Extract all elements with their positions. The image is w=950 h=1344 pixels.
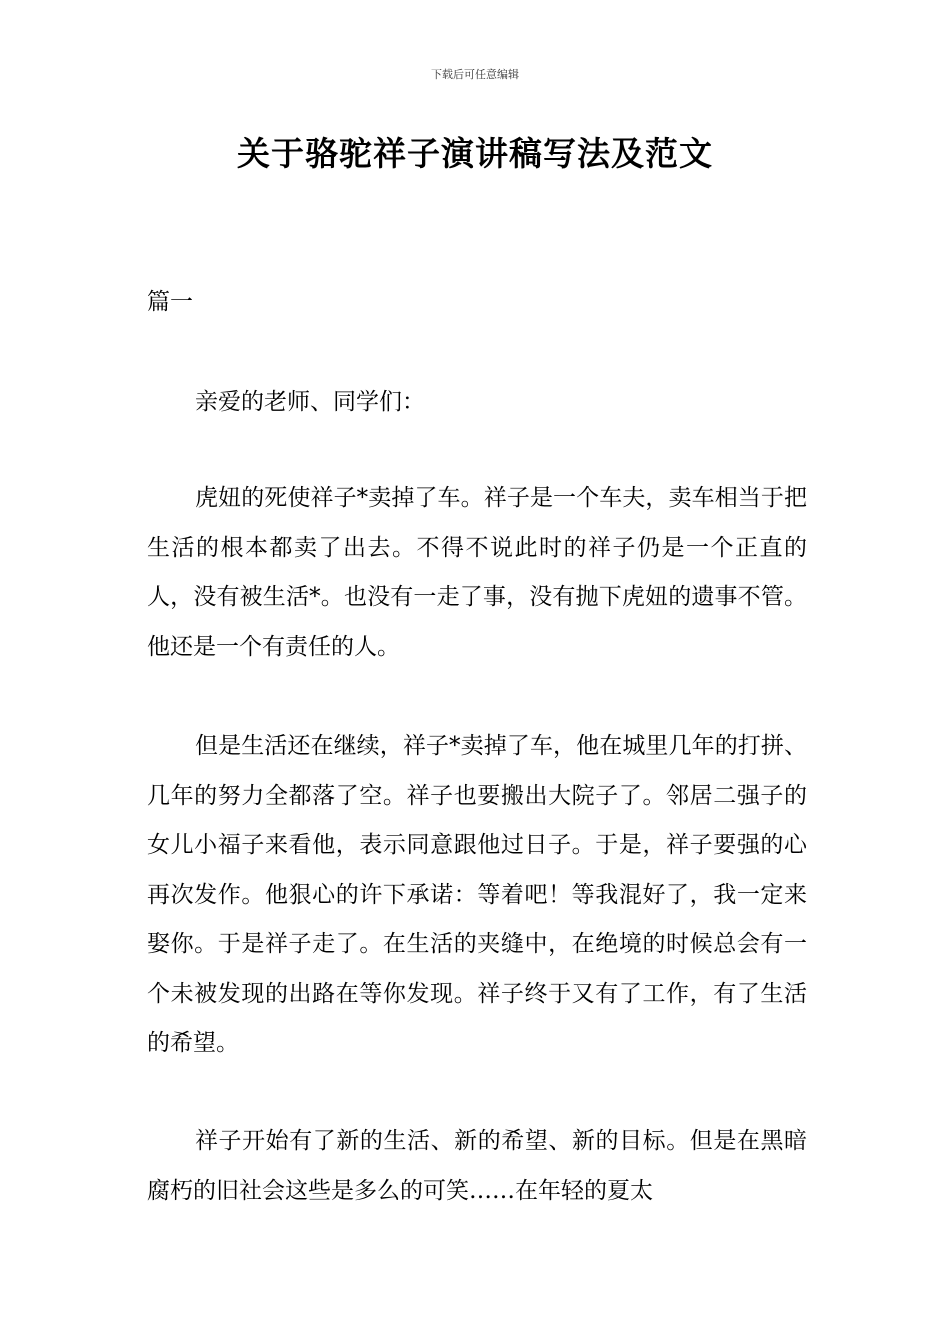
salutation: 亲爱的老师、同学们：: [195, 389, 425, 415]
section-label: 篇一: [147, 289, 193, 315]
document-title: 关于骆驼祥子演讲稿写法及范文: [237, 134, 713, 173]
paragraph-3: 祥子开始有了新的生活、新的希望、新的目标。但是在黑暗腐朽的旧社会这些是多么的可笑……在年轻的夏太: [147, 1128, 807, 1204]
paragraph-2: 但是生活还在继续，祥子*卖掉了车，他在城里几年的打拼、几年的努力全都落了空。祥子也要搬出大院子了。邻居二强子的女儿小福子来看他，表示同意跟他过日子。于是，祥子要强的心再次发作。他狠心的许下承诺：等着吧！等我混好了，我一定来娶你。于是祥子走了。在生活的夹缝中，在绝境的时候总会有一个未被发现的出路在等你发现。祥子终于又有了工作，有了生活的希望。: [147, 733, 807, 1056]
header-note: 下载后可任意编辑: [431, 68, 519, 81]
paragraph-1: 虎妞的死使祥子*卖掉了车。祥子是一个车夫，卖车相当于把生活的根本都卖了出去。不得不说此时的祥子仍是一个正直的人，没有被生活*。也没有一走了事，没有抛下虎妞的遗事不管。他还是一个有责任的人。: [147, 485, 807, 660]
